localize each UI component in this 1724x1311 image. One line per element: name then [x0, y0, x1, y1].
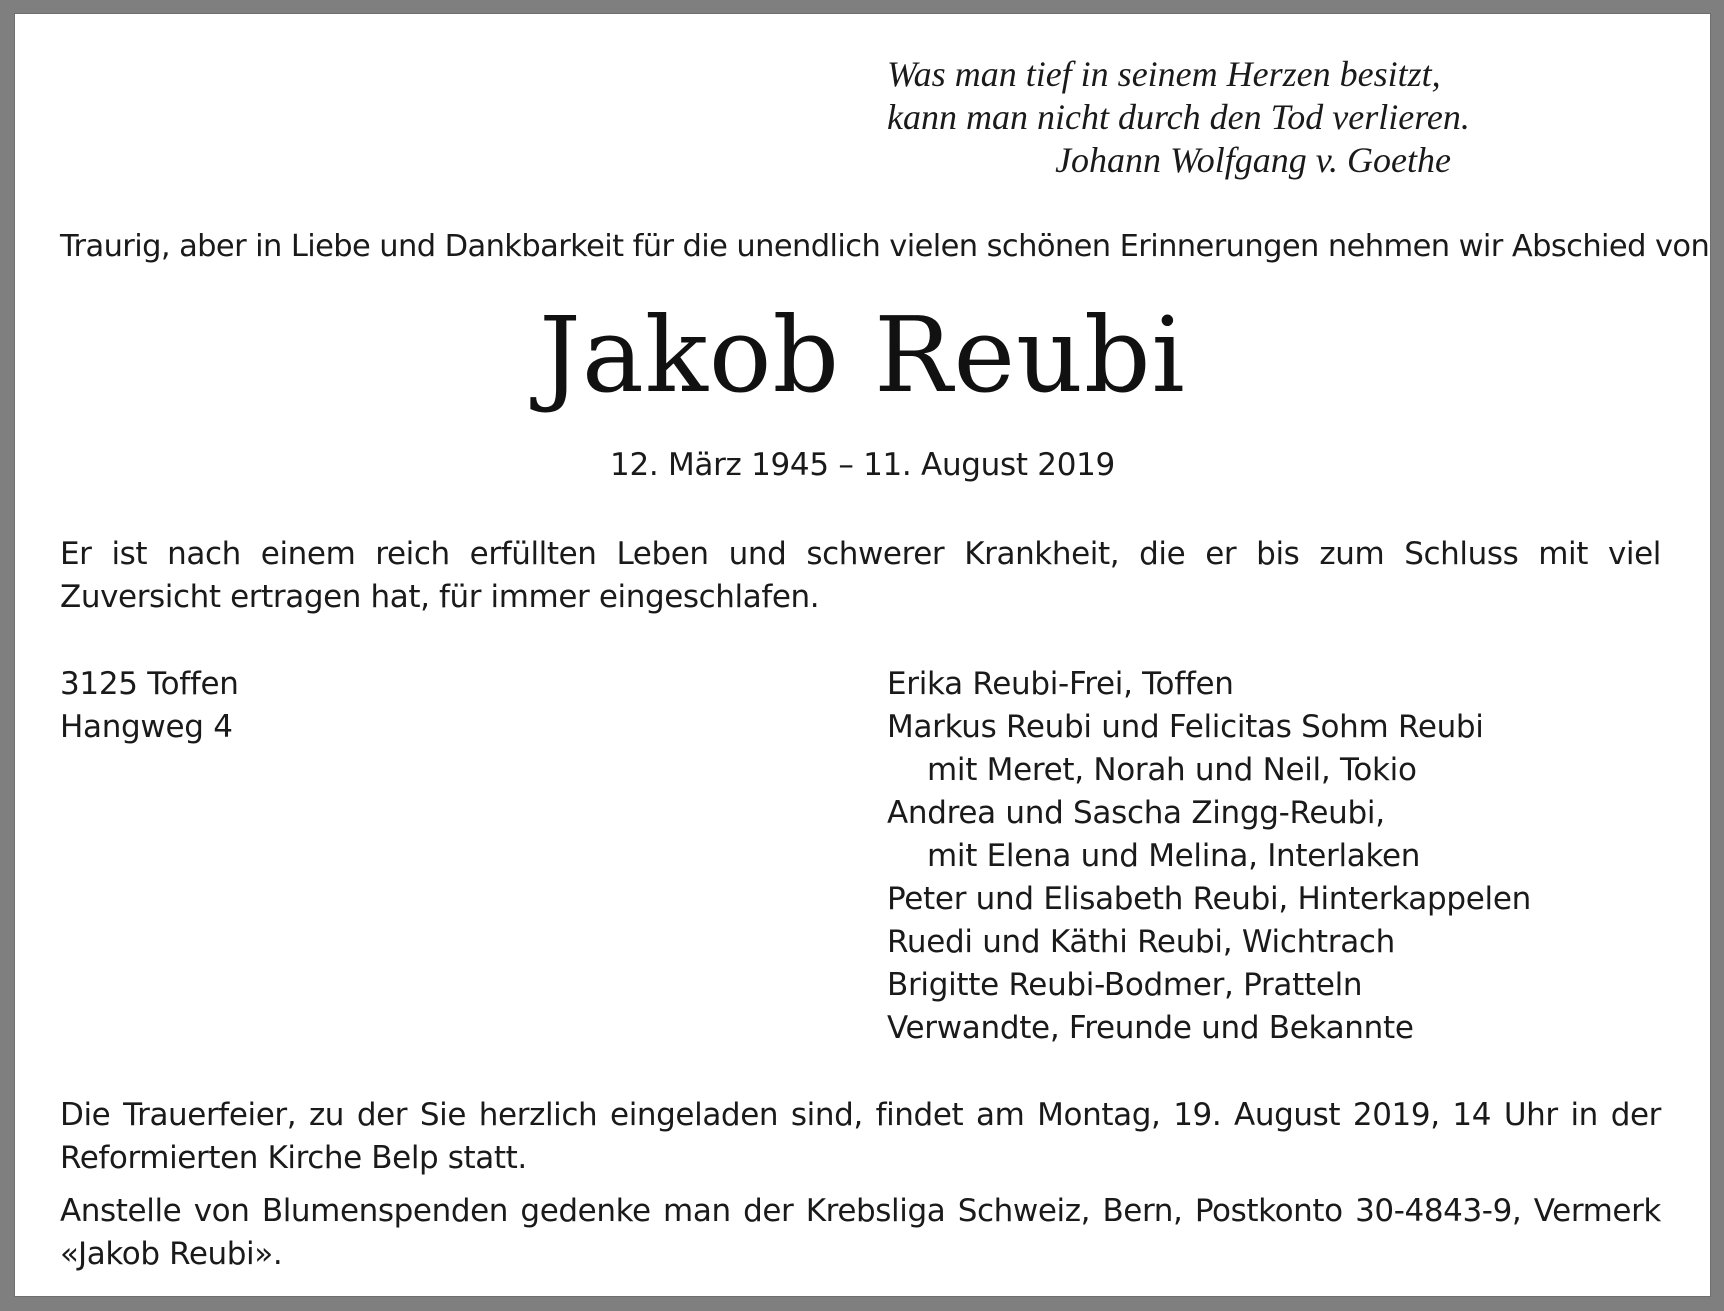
mourner-line: Ruedi und Käthi Reubi, Wichtrach: [887, 924, 1396, 960]
address-line-2: Hangweg 4: [60, 709, 233, 745]
mourner-line: Verwandte, Freunde und Bekannte: [887, 1010, 1414, 1046]
life-dates: 12. März 1945 – 11. August 2019: [610, 447, 1115, 483]
mourner-line: Peter und Elisabeth Reubi, Hinterkappelen: [887, 881, 1531, 917]
intro-text: Traurig, aber in Liebe und Dankbarkeit für die unendlich vielen schönen Erinnerungen nehmen wir Abschied von: [60, 229, 1710, 264]
quote-line-2: kann man nicht durch den Tod verlieren.: [887, 97, 1470, 137]
funeral-service-paragraph: Die Trauerfeier, zu der Sie herzlich eingeladen sind, findet am Montag, 19. August 2019, 14 Uhr in der Reformierten Kirche Belp statt.: [60, 1097, 1661, 1176]
mourner-line: mit Elena und Melina, Interlaken: [927, 838, 1421, 874]
mourner-line: Andrea und Sascha Zingg-Reubi,: [887, 795, 1385, 831]
deceased-name: Jakob Reubi: [539, 294, 1186, 416]
mourner-line: mit Meret, Norah und Neil, Tokio: [927, 752, 1417, 788]
obituary-card: [14, 13, 1711, 1297]
address-line-1: 3125 Toffen: [60, 666, 239, 702]
quote-author: Johann Wolfgang v. Goethe: [1055, 140, 1451, 180]
goethe-quote: [887, 53, 1470, 182]
quote-line-1: Was man tief in seinem Herzen besitzt,: [887, 54, 1441, 94]
mourner-line: Erika Reubi-Frei, Toffen: [887, 666, 1234, 702]
mourner-line: Markus Reubi und Felicitas Sohm Reubi: [887, 709, 1484, 745]
address-block: [60, 663, 239, 749]
mourners-list: [887, 663, 1531, 1050]
donation-paragraph: Anstelle von Blumenspenden gedenke man der Krebsliga Schweiz, Bern, Postkonto 30-4843-9, Vermerk «Jakob Reubi».: [60, 1193, 1661, 1272]
death-notice-paragraph: Er ist nach einem reich erfüllten Leben und schwerer Krankheit, die er bis zum Schluss mit viel Zuversicht ertragen hat, für immer eingeschlafen.: [60, 536, 1661, 615]
mourner-line: Brigitte Reubi-Bodmer, Pratteln: [887, 967, 1363, 1003]
